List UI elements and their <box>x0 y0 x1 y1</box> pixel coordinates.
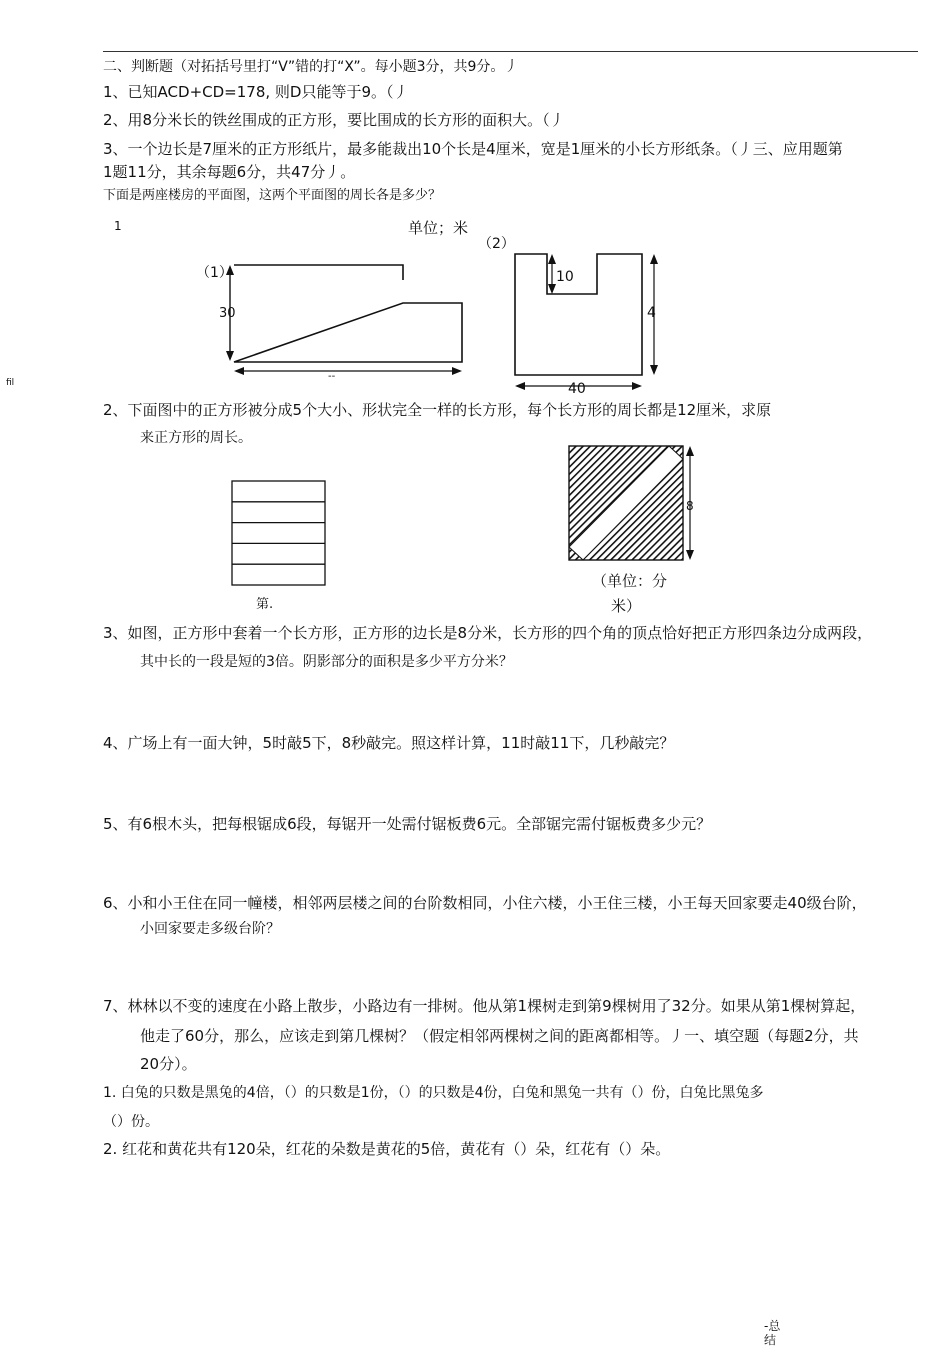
fill-question-1-line2: （）份。 <box>103 1114 159 1130</box>
apply-question-7-line1: 7、林林以不变的速度在小路上散步，小路边有一排树。他从第1棵树走到第9棵树用了32分。如果从第1棵树算起， <box>103 997 866 1015</box>
apply-question-6-line2: 小回家要走多级台阶？ <box>140 921 280 937</box>
fig2-label: （2） <box>478 236 515 252</box>
fig2-notch-label: 10 <box>556 269 574 285</box>
fill-question-2: 2. 红花和黄花共有120朵，红花的朵数是黄花的5倍，黄花有（）朵，红花有（）朵。 <box>103 1140 671 1158</box>
square-five-strips-figure <box>230 480 330 610</box>
margin-mark: fil <box>6 378 15 388</box>
apply-question-6-line1: 6、小和小王住在同一幢楼，相邻两层楼之间的台阶数相同，小住六楼，小王住三楼，小王每天回家要走40级台阶， <box>103 894 867 912</box>
fig1-bottom-label: -- <box>328 371 336 382</box>
floor-plan-1 <box>190 255 480 385</box>
unit-label: 单位；米 <box>408 219 469 237</box>
fill-question-1-line1: 1. 白兔的只数是黑兔的4倍，（）的只数是1份，（）的只数是4份，白兔和黑兔一共有（）份，白兔比黑兔多 <box>103 1085 764 1101</box>
floor-plan-2 <box>470 232 680 402</box>
apply-question-5: 5、有6根木头，把每根锯成6段，每锯开一处需付锯板费6元。全部锯完需付锯板费多少元？ <box>103 815 712 833</box>
apply-question-7-line2: 他走了60分，那么，应该走到第几棵树？（假定相邻两棵树之间的距离都相等。丿一、填空题（每题2分，共 <box>140 1027 859 1045</box>
apply-question-3-line2: 其中长的一段是短的3倍。阴影部分的面积是多少平方分米？ <box>140 654 513 670</box>
fig3-unit-line2: 米） <box>611 597 642 615</box>
judge-question-1: 1、已知ACD+CD=178, 则D只能等于9。（丿 <box>103 83 409 101</box>
top-rule <box>103 51 918 52</box>
fig1-side-label: 30 <box>219 306 236 321</box>
apply-question-3-line1: 3、如图，正方形中套着一个长方形，正方形的边长是8分米，长方形的四个角的顶点恰好把正方形四条边分成两段， <box>103 624 873 642</box>
apply-question-number: 1 <box>114 219 122 233</box>
figure-caption: 第. <box>256 597 274 612</box>
fig1-label: （1） <box>196 265 233 281</box>
judge-question-3-line2: 1题11分，其余每题6分，共47分丿。 <box>103 163 356 181</box>
judge-header: 二、判断题（对拓括号里打“V”错的打“X”。每小题3分，共9分。丿 <box>103 59 519 75</box>
fig2-bottom-label: 40 <box>568 381 586 397</box>
apply-question-7-line3: 20分）。 <box>140 1055 197 1073</box>
footer-mark-2: 结 <box>764 1333 777 1347</box>
apply-intro: 下面是两座楼房的平面图，这两个平面图的周长各是多少？ <box>103 188 442 203</box>
footer-mark-1: -总 <box>764 1319 781 1333</box>
fig3-unit-line1: （单位：分 <box>592 572 668 590</box>
judge-question-3-line1: 3、一个边长是7厘米的正方形纸片，最多能裁出10个长是4厘米，宽是1厘米的小长方形纸条。（丿三、应用题第 <box>103 140 843 158</box>
apply-question-2-line1: 2、下面图中的正方形被分成5个大小、形状完全一样的长方形，每个长方形的周长都是12厘米，求原 <box>103 401 772 419</box>
fig3-side-label: 8 <box>686 499 694 513</box>
apply-question-4: 4、广场上有一面大钟，5时敲5下，8秒敲完。照这样计算，11时敲11下，几秒敲完？ <box>103 734 675 752</box>
apply-question-2-line2: 来正方形的周长。 <box>140 430 252 446</box>
judge-question-2: 2、用8分米长的铁丝围成的正方形，要比围成的长方形的面积大。（丿 <box>103 111 565 129</box>
shaded-square-figure <box>565 442 705 567</box>
fig2-side-label: 4 <box>647 305 656 321</box>
